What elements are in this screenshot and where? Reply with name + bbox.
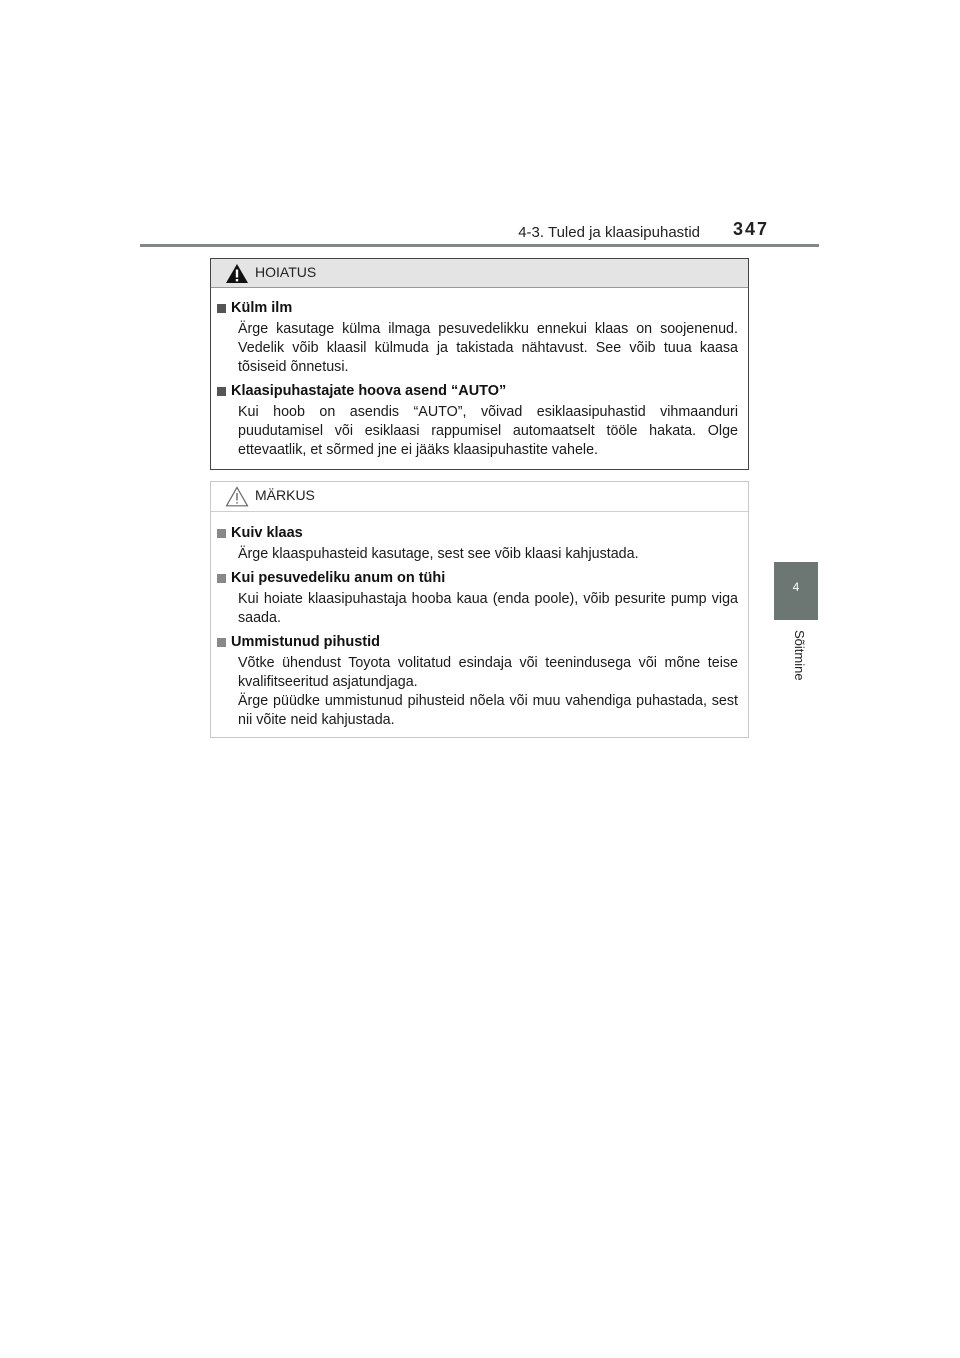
warning-item-title [217,300,738,316]
notice-item-title [217,570,738,586]
warning-item-title [217,383,738,399]
warning-item-paragraph: Ärge kasutage külma ilmaga pesuvedelikku ennekui klaas on soojenenud. Vedelik võib klaasil külmuda ja takistada nähtavust. See võib tuua kaasa tõsiseid õnnetusi. [238,321,738,375]
notice-triangle-icon [225,486,249,507]
warning-item-text [238,403,738,460]
warning-item-title-text: Külm ilm [231,300,293,316]
notice-label: MÄRKUS [255,487,315,503]
notice-header [211,482,748,512]
notice-item-paragraph: Võtke ühendust Toyota volitatud esindaja või teenindusega või mõne teise kvalifitseeritud asjatundjaga. [238,655,738,690]
notice-item-text [238,590,738,628]
warning-item-text [238,320,738,377]
square-bullet-icon [217,304,226,313]
notice-item-paragraph: Ärge klaaspuhasteid kasutage, sest see võib klaasi kahjustada. [238,546,639,562]
notice-item-paragraph: Kui hoiate klaasipuhastaja hooba kaua (enda poole), võib pesurite pump viga saada. [238,591,738,626]
warning-item-title-text: Klaasipuhastajate hoova asend “AUTO” [231,383,507,399]
notice-item-title [217,634,738,650]
notice-item-title [217,525,738,541]
square-bullet-icon [217,529,226,538]
chapter-label: Sõitmine [792,630,807,681]
warning-item-paragraph: Kui hoob on asendis “AUTO”, võivad esiklaasipuhastid vihmaanduri puudutamisel või esiklaasi rappumisel automaatselt tööle hakata. Olge ettevaatlik, et sõrmed jne ei jääks klaasipuhastite vahele. [238,404,738,458]
square-bullet-icon [217,638,226,647]
notice-item-text [238,545,738,564]
notice-item-title-text: Kuiv klaas [231,525,303,541]
notice-box [210,481,749,738]
square-bullet-icon [217,574,226,583]
warning-label: HOIATUS [255,264,317,280]
notice-item-title-text: Kui pesuvedeliku anum on tühi [231,570,446,586]
notice-item-text [238,654,738,730]
chapter-tab: 4 [774,562,818,620]
header-divider [140,244,819,247]
notice-item-title-text: Ummistunud pihustid [231,634,381,650]
square-bullet-icon [217,387,226,396]
warning-triangle-icon [225,263,249,284]
warning-box [210,258,749,470]
page-number: 347 [733,219,770,239]
section-title: 4-3. Tuled ja klaasipuhastid [518,224,700,241]
warning-header [211,259,748,288]
notice-item-paragraph: Ärge püüdke ummistunud pihusteid nõela või muu vahendiga puhastada, sest nii võite neid kahjustada. [238,693,738,728]
